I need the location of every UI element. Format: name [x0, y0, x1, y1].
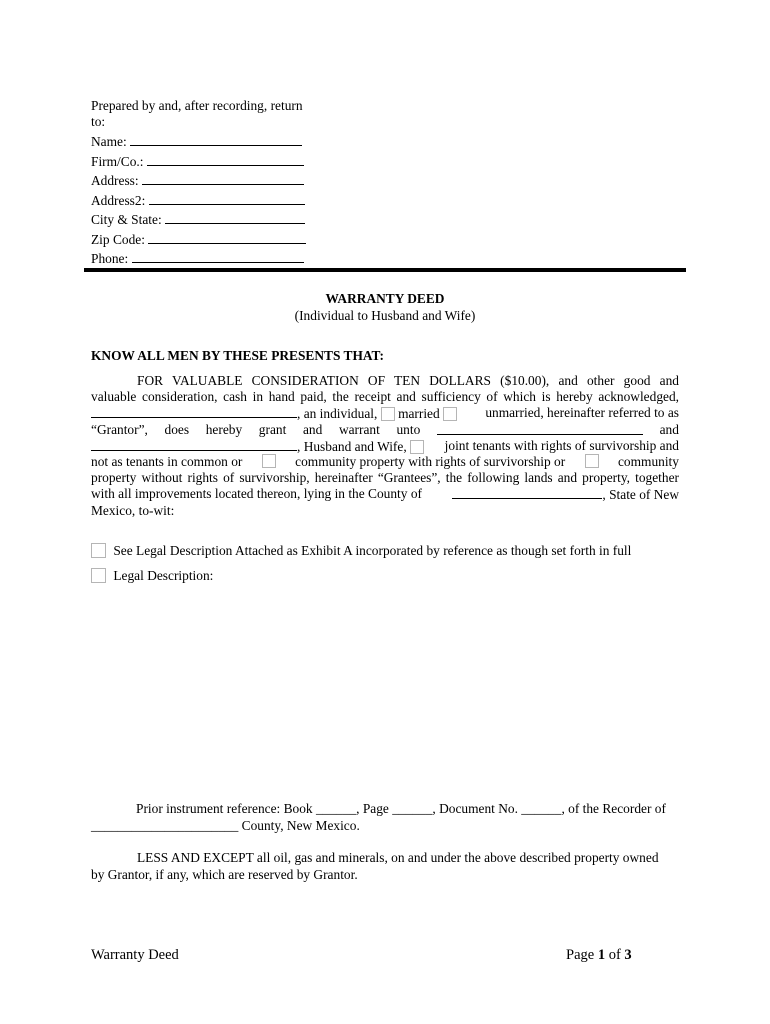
- document-subtitle: (Individual to Husband and Wife): [294, 308, 476, 323]
- community-survivorship-checkbox[interactable]: [262, 454, 276, 468]
- legal-description-option: [91, 568, 213, 584]
- name-field[interactable]: [130, 133, 302, 146]
- prepared-by-line2: to:: [91, 113, 106, 129]
- body-line-2-text: valuable consideration, cash in hand paid, the receipt and sufficiency of which is hereby acknowledged,: [91, 389, 679, 405]
- phone-row: [91, 250, 311, 270]
- body-line-7-text: property without rights of survivorship, hereinafter “Grantees”, the following lands and property, together: [91, 470, 679, 486]
- word-warrant: warrant: [338, 421, 380, 437]
- prepared-by-line1: Prepared by and, after recording, return: [91, 98, 303, 113]
- body-line-9: Mexico, to-wit:: [91, 502, 175, 518]
- county-intro-text: with all improvements located thereon, lying in the County of: [91, 486, 422, 502]
- zip-field[interactable]: [148, 231, 306, 244]
- page-word: Page: [566, 947, 595, 963]
- phone-field[interactable]: [132, 250, 304, 263]
- tenants-common-text: not as tenants in common or: [91, 453, 243, 469]
- less-except-paragraph: [91, 850, 679, 883]
- address2-label: Address2:: [91, 192, 146, 208]
- body-line-1: [91, 373, 679, 389]
- body-line-5: [91, 438, 679, 454]
- prepared-by-block: [91, 98, 311, 270]
- prior-instrument-paragraph: [91, 801, 679, 834]
- exhibit-label: See Legal Description Attached as Exhibit A incorporated by reference as though set forth in full: [113, 543, 632, 558]
- community-survivorship-label: community property with rights of survivorship or: [295, 453, 566, 469]
- word-hereby: hereby: [205, 421, 243, 437]
- total-pages: 3: [624, 947, 632, 963]
- grantee1-name-field[interactable]: [437, 422, 643, 435]
- address2-row: [91, 192, 311, 212]
- unmarried-label: unmarried, hereinafter referred to as: [485, 405, 679, 421]
- word-does: does: [164, 421, 190, 437]
- know-all-heading: KNOW ALL MEN BY THESE PRESENTS THAT:: [91, 348, 384, 363]
- community-no-survivorship-checkbox[interactable]: [585, 454, 599, 468]
- joint-tenants-checkbox[interactable]: [410, 440, 424, 454]
- header-divider: [84, 268, 686, 272]
- city-state-label: City & State:: [91, 212, 162, 227]
- body-line-4: [91, 422, 679, 438]
- exhibit-option: [91, 543, 631, 559]
- body-line-1-text: FOR VALUABLE CONSIDERATION OF TEN DOLLARS ($10.00), and other good and: [137, 373, 679, 388]
- phone-label: Phone:: [91, 251, 129, 266]
- firm-label: Firm/Co.:: [91, 153, 144, 169]
- less-except-line-2: by Grantor, if any, which are reserved by Grantor.: [91, 867, 358, 882]
- address-field[interactable]: [142, 172, 304, 185]
- address-label: Address:: [91, 173, 139, 188]
- state-text: , State of New: [602, 487, 679, 503]
- word-and-end: and: [659, 421, 679, 437]
- less-except-line-1: LESS AND EXCEPT all oil, gas and minerals, on and under the above described property owned: [137, 850, 659, 865]
- grantor-term: “Grantor”,: [91, 421, 148, 437]
- conveyance-paragraph: [91, 373, 679, 519]
- name-label: Name:: [91, 134, 127, 149]
- word-unto: unto: [396, 421, 421, 437]
- word-grant: grant: [258, 421, 287, 437]
- married-label: married: [398, 406, 440, 422]
- joint-tenants-label: joint tenants with rights of survivorship and: [444, 437, 679, 453]
- city-state-field[interactable]: [165, 211, 305, 224]
- footer-page-number: [566, 947, 632, 963]
- city-state-row: [91, 211, 311, 231]
- unmarried-checkbox[interactable]: [443, 407, 457, 421]
- an-individual-text: , an individual,: [297, 406, 378, 422]
- legal-description-checkbox[interactable]: [91, 568, 106, 583]
- firm-field[interactable]: [147, 153, 304, 166]
- exhibit-checkbox[interactable]: [91, 543, 106, 558]
- grantee2-name-field[interactable]: [91, 438, 297, 451]
- zip-row: [91, 231, 311, 251]
- county-field[interactable]: [452, 486, 602, 499]
- of-word: of: [608, 947, 621, 963]
- husband-wife-text: , Husband and Wife,: [297, 438, 407, 454]
- address2-field[interactable]: [149, 192, 305, 205]
- word-and: and: [302, 421, 323, 437]
- married-checkbox[interactable]: [381, 407, 395, 421]
- body-line-8: [91, 486, 679, 502]
- prior-line-1: Prior instrument reference: Book ______, Page ______, Document No. ______, of the Recorder of: [136, 801, 666, 816]
- name-row: [91, 133, 311, 153]
- prior-line-2: ______________________ County, New Mexico.: [91, 818, 360, 833]
- address-row: [91, 172, 311, 192]
- body-line-7: [91, 470, 679, 486]
- firm-row: [91, 153, 311, 173]
- document-title: WARRANTY DEED: [325, 291, 445, 306]
- body-line-3: [91, 405, 679, 421]
- zip-label: Zip Code:: [91, 231, 145, 247]
- current-page: 1: [597, 947, 606, 963]
- body-line-2: [91, 389, 679, 405]
- legal-description-label: Legal Description:: [113, 568, 214, 583]
- community-label: community: [617, 453, 679, 469]
- footer-document-name: Warranty Deed: [91, 947, 179, 963]
- body-line-6: [91, 454, 679, 470]
- grantor-name-field[interactable]: [91, 405, 297, 418]
